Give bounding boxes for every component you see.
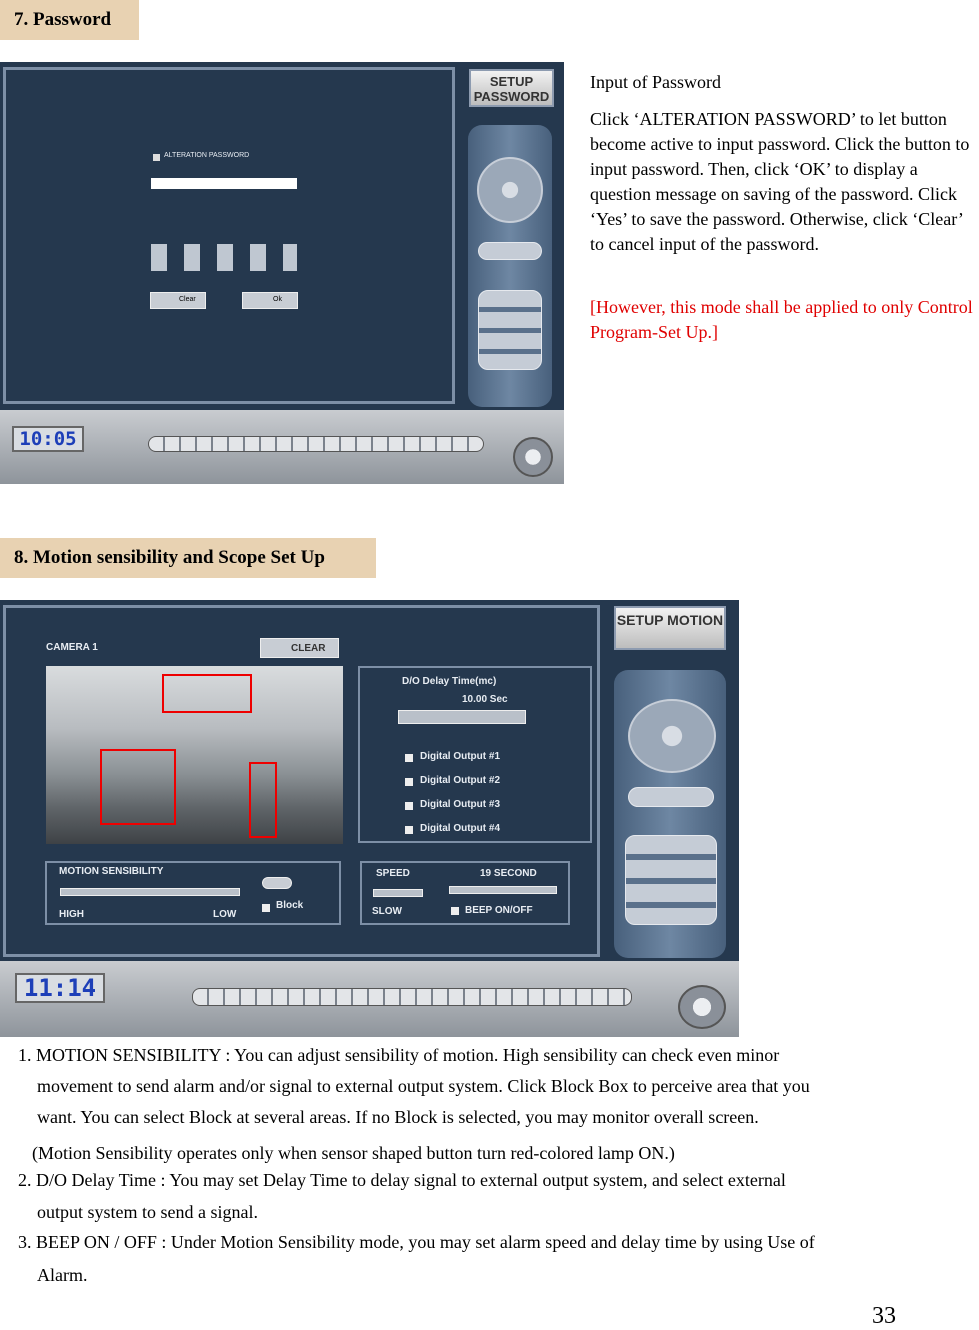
- low-label: LOW: [213, 909, 237, 920]
- motion-item-1-cont: movement to send alarm and/or signal to external output system. Click Block Box to perceive area that you: [37, 1076, 810, 1096]
- main-display-panel: [3, 67, 455, 404]
- motion-setup-screenshot: [0, 600, 739, 1037]
- beep-label: BEEP ON/OFF: [465, 905, 533, 916]
- password-heading: Input of Password: [590, 72, 721, 92]
- password-body: Click ‘ALTERATION PASSWORD’ to let button become active to input password. Click the button to input password. Then, click ‘OK’ to display a question message on saving of the password. Click ‘Yes’ to save the password. Otherwise, click ‘Clear’ to cancel input of the password.: [590, 109, 970, 254]
- beep-item-3-cont: Alarm.: [37, 1265, 88, 1285]
- clock-display: 11:14: [15, 973, 105, 1003]
- speed-label: SPEED: [376, 868, 410, 879]
- function-buttons: [625, 835, 717, 925]
- power-knob-icon: [513, 437, 553, 477]
- delay-time-slider: [398, 710, 526, 724]
- delay-time-label: D/O Delay Time(mc): [402, 676, 497, 687]
- motion-block-area: [162, 674, 252, 713]
- speed-value: 19 SECOND: [480, 868, 537, 879]
- motion-item-1: 1. MOTION SENSIBILITY : You can adjust sensibility of motion. High sensibility can check even minor: [18, 1045, 780, 1065]
- delay-item-2-cont: output system to send a signal.: [37, 1202, 258, 1222]
- camera-channel-buttons: [192, 988, 632, 1006]
- delay-item-2: 2. D/O Delay Time : You may set Delay Time to delay signal to external output system, and select external: [18, 1170, 786, 1190]
- beep-item-3: 3. BEEP ON / OFF : Under Motion Sensibility mode, you may set alarm speed and delay time by using Use of: [18, 1232, 815, 1252]
- motion-block-area: [249, 762, 277, 838]
- camera-channel-buttons: [148, 436, 484, 452]
- digital-output-checkbox: [405, 802, 413, 810]
- clear-button: Clear: [150, 292, 206, 309]
- camera-label: CAMERA 1: [46, 642, 98, 653]
- motion-item-1-note: (Motion Sensibility operates only when sensor shaped button turn red-colored lamp ON.): [32, 1143, 675, 1163]
- section-7-title: 7. Password: [0, 0, 139, 40]
- navigation-arrows: [628, 787, 714, 807]
- motion-item-1-cont: want. You can select Block at several areas. If no Block is selected, you may monitor overall screen.: [37, 1107, 759, 1127]
- clear-button: CLEAR: [260, 638, 339, 658]
- keypad-row-2: [151, 256, 297, 271]
- sensor-button: [262, 877, 292, 889]
- motion-sensibility-slider: [60, 888, 240, 896]
- navigation-arrows: [478, 242, 542, 260]
- setup-motion-label: SETUP MOTION: [614, 606, 726, 650]
- block-label: Block: [276, 900, 304, 911]
- high-label: HIGH: [59, 909, 84, 920]
- digital-output-label: Digital Output #2: [420, 775, 500, 786]
- digital-output-label: Digital Output #1: [420, 751, 500, 762]
- alteration-password-label: ALTERATION PASSWORD: [164, 152, 250, 159]
- delay-time-value: 10.00 Sec: [462, 694, 508, 705]
- block-checkbox: [262, 904, 270, 912]
- slow-label: SLOW: [372, 906, 402, 917]
- section-8-title: 8. Motion sensibility and Scope Set Up: [0, 538, 376, 578]
- function-buttons: [478, 290, 542, 370]
- clock-display: 10:05: [12, 426, 84, 452]
- slow-slider: [373, 889, 423, 897]
- password-setup-screenshot: [0, 62, 564, 484]
- power-knob-icon: [678, 985, 726, 1029]
- motion-sensibility-label: MOTION SENSIBILITY: [59, 866, 164, 877]
- direction-pad-icon: [628, 699, 716, 773]
- setup-password-label: SETUP PASSWORD: [469, 69, 554, 107]
- ok-button: Ok: [242, 292, 298, 309]
- password-note: [However, this mode shall be applied to only Control Program-Set Up.]: [590, 297, 973, 342]
- beep-checkbox: [451, 907, 459, 915]
- speed-slider: [449, 886, 557, 894]
- digital-output-checkbox: [405, 754, 413, 762]
- password-input: [151, 178, 297, 189]
- alteration-password-checkbox: [153, 154, 160, 161]
- motion-block-area: [100, 749, 176, 825]
- digital-output-checkbox: [405, 826, 413, 834]
- digital-output-checkbox: [405, 778, 413, 786]
- digital-output-label: Digital Output #4: [420, 823, 500, 834]
- digital-output-label: Digital Output #3: [420, 799, 500, 810]
- page-number: 33: [872, 1303, 896, 1329]
- direction-pad-icon: [477, 157, 543, 223]
